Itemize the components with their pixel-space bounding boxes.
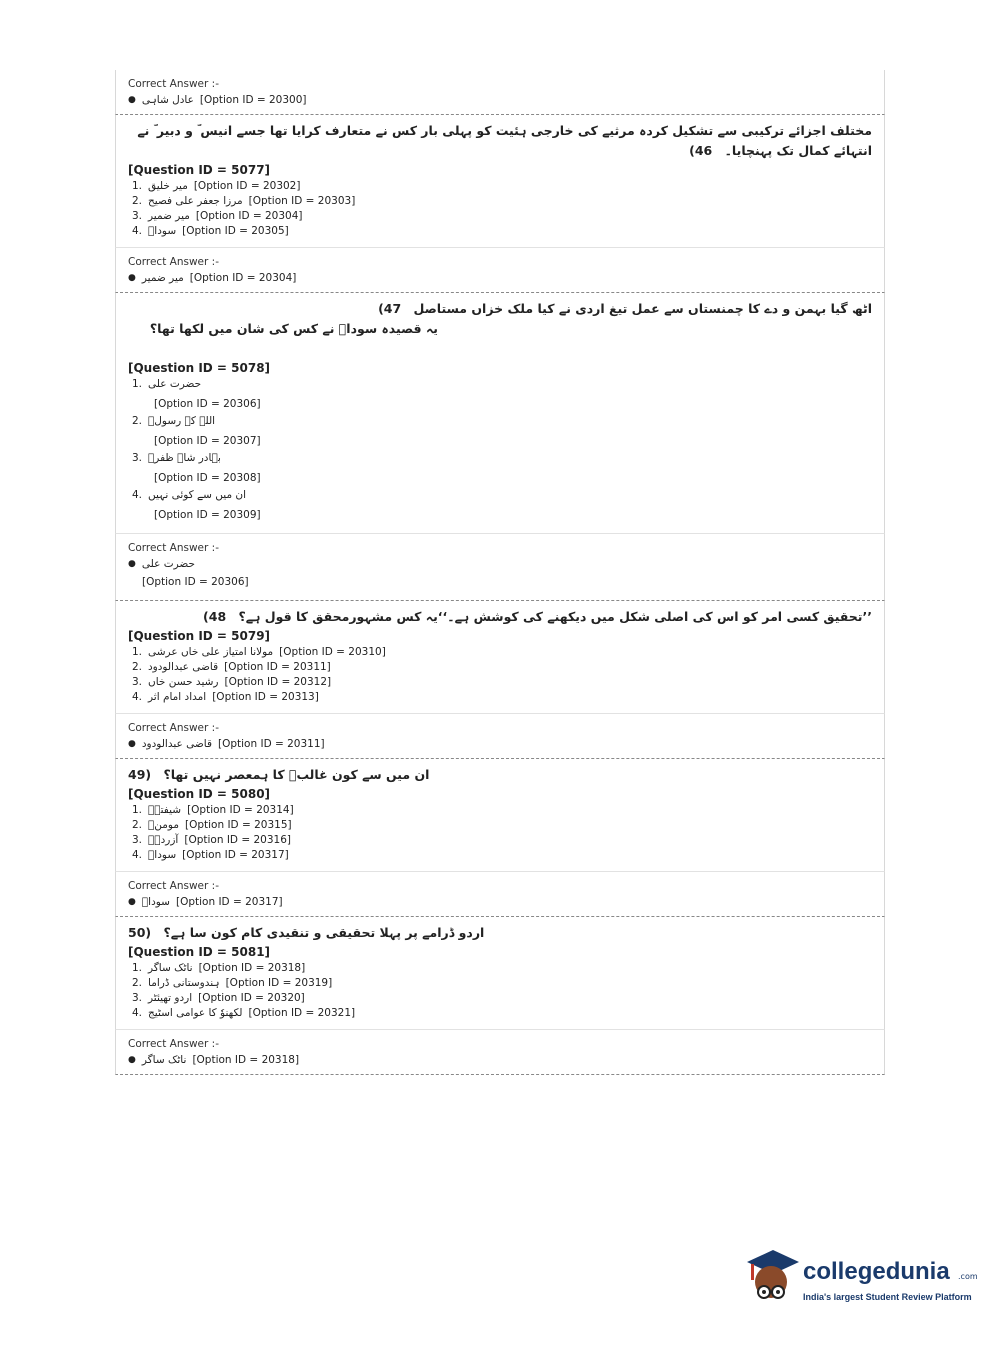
option-id: [Option ID = 20303] (248, 195, 356, 207)
option-row (128, 660, 872, 675)
question-id: [Question ID = 5077] (128, 163, 271, 177)
correct-answer-label: Correct Answer :- (128, 256, 219, 268)
question-id: [Question ID = 5080] (128, 787, 271, 801)
answer-line (128, 558, 872, 570)
option-row (128, 209, 872, 224)
option-id: [Option ID = 20309] (154, 509, 261, 521)
option-text: ان میں سے کوئی نہیں (148, 489, 247, 501)
option-text: میر ضمیر (148, 210, 190, 222)
option-number: 1. (131, 962, 142, 974)
answer-block-50 (115, 1030, 885, 1075)
question-47 (115, 293, 885, 534)
question-48 (115, 601, 885, 714)
option-row (128, 645, 872, 660)
option-id: [Option ID = 20310] (279, 646, 386, 658)
answer-line (128, 272, 872, 284)
question-text (128, 607, 872, 627)
answer-block-47 (115, 534, 885, 601)
collegedunia-logo[interactable] (743, 1248, 978, 1308)
answer-block-49 (115, 872, 885, 917)
option-row (128, 224, 872, 239)
question-number: 46) (689, 143, 713, 158)
answer-line (128, 94, 872, 106)
question-50 (115, 917, 885, 1030)
option-text: رشید حسن خاں (148, 676, 219, 688)
correct-answer-label: Correct Answer :- (128, 880, 219, 892)
option-row (128, 818, 872, 833)
bullet-icon: ● (128, 739, 136, 749)
correct-answer-label: Correct Answer :- (128, 78, 219, 90)
option-number: 4. (131, 225, 142, 237)
logo-wordmark: collegedunia (803, 1258, 950, 1285)
option-id: [Option ID = 20313] (212, 691, 319, 703)
question-text (128, 923, 872, 943)
question-body: اردو ڈرامے پر پہلا تحقیقی و تنقیدی کام کون سا ہے؟ (163, 925, 485, 940)
option-id: [Option ID = 20312] (224, 676, 332, 688)
option-id: [Option ID = 20314] (187, 804, 294, 816)
question-46 (115, 115, 885, 248)
option-id: [Option ID = 20307] (154, 435, 261, 447)
option-row (128, 803, 872, 818)
option-text: لکھنوٗ کا عوامی اسٹیج (148, 1007, 243, 1019)
correct-answer-label: Correct Answer :- (128, 722, 219, 734)
answer-option-id: [Option ID = 20304] (189, 272, 297, 284)
option-number: 3. (131, 834, 142, 846)
option-id: [Option ID = 20305] (182, 225, 289, 237)
option-number: 2. (131, 977, 142, 989)
option-number: 4. (131, 691, 142, 703)
option-number: 2. (131, 195, 142, 207)
option-number: 1. (131, 378, 142, 390)
question-text (128, 765, 872, 785)
option-number: 3. (131, 452, 142, 464)
option-number: 2. (131, 415, 142, 427)
question-subtext: یہ قصیدہ سوداؔ نے کس کی شان میں لکھا تھا؟ (149, 321, 438, 336)
bullet-icon: ● (128, 95, 136, 105)
option-text: قاضی عبدالودود (148, 661, 219, 673)
option-id: [Option ID = 20319] (225, 977, 333, 989)
option-row (128, 179, 872, 194)
bullet-icon: ● (128, 559, 136, 569)
question-body: ان میں سے کون غالبؔ کا ہمعصر نہیں تھا؟ (163, 767, 430, 782)
option-row (128, 1006, 872, 1021)
option-text: مومنؔ (148, 819, 179, 831)
correct-answer-label: Correct Answer :- (128, 1038, 219, 1050)
question-text (128, 299, 872, 319)
answer-option-id: [Option ID = 20317] (175, 896, 283, 908)
answer-option-id: [Option ID = 20318] (192, 1054, 300, 1066)
answer-text: قاضی عبدالودود (141, 738, 212, 750)
question-number: 50) (128, 925, 152, 940)
option-row (128, 414, 872, 429)
option-row (128, 848, 872, 863)
answer-line (128, 896, 872, 908)
option-number: 1. (131, 180, 142, 192)
option-number: 1. (131, 804, 142, 816)
question-id: [Question ID = 5081] (128, 945, 271, 959)
option-row (128, 451, 872, 466)
option-id: [Option ID = 20315] (184, 819, 292, 831)
option-number: 4. (131, 849, 142, 861)
option-text: مولانا امتیاز علی خاں عرشی (148, 646, 274, 658)
option-number: 3. (131, 210, 142, 222)
option-id: [Option ID = 20316] (184, 834, 291, 846)
option-id: [Option ID = 20320] (198, 992, 305, 1004)
answer-option-id: [Option ID = 20300] (199, 94, 307, 106)
option-text: بہادر شاہ ظفرؔ (148, 452, 221, 464)
option-id: [Option ID = 20317] (182, 849, 289, 861)
option-number: 3. (131, 992, 142, 1004)
answer-block-45 (115, 70, 885, 115)
question-body: مختلف اجزائے ترکیبی سے تشکیل کردہ مرثیے کی خارجی ہئیت کو پہلی بار کس نے متعارف کرایا تھا جسے انیس ؔ و دبیر ؔ نے انتہائے کمال تک پہنچایا۔ (137, 123, 872, 158)
option-text: امداد امام اثر (148, 691, 207, 703)
bullet-icon: ● (128, 273, 136, 283)
option-id: [Option ID = 20304] (195, 210, 303, 222)
question-number: 47) (378, 301, 402, 316)
answer-text: میر ضمیر (141, 272, 184, 284)
option-text: اللہ کے رسولؐ (148, 415, 216, 427)
option-row (128, 991, 872, 1006)
option-text: سوداؔ (148, 225, 177, 237)
answer-text: عادل شاہی (141, 94, 194, 106)
answer-text: ناٹک ساگر (141, 1054, 187, 1066)
question-49 (115, 759, 885, 872)
option-text: شیفتہؔ (148, 804, 182, 816)
option-text: اردو تھیئٹر (148, 992, 193, 1004)
correct-answer-label: Correct Answer :- (128, 542, 219, 554)
bullet-icon: ● (128, 897, 136, 907)
question-paper (115, 70, 885, 1075)
option-text: حضرت علی (148, 378, 202, 390)
option-number: 2. (131, 661, 142, 673)
option-row (128, 976, 872, 991)
option-number: 1. (131, 646, 142, 658)
answer-option-id: [Option ID = 20306] (142, 576, 249, 588)
option-text: میر خلیق (148, 180, 188, 192)
option-id: [Option ID = 20302] (193, 180, 301, 192)
option-row (128, 690, 872, 705)
option-row (128, 833, 872, 848)
option-number: 4. (131, 489, 142, 501)
option-id: [Option ID = 20321] (248, 1007, 356, 1019)
option-row (128, 377, 872, 392)
option-row (128, 488, 872, 503)
option-number: 3. (131, 676, 142, 688)
answer-text: حضرت علی (141, 558, 195, 570)
answer-line (128, 1054, 872, 1066)
question-body: اٹھ گیا بہمن و دے کا چمنستاں سے عمل تیغ اردی نے کیا ملک خزاں مستاصل (413, 301, 872, 316)
option-number: 2. (131, 819, 142, 831)
answer-line (128, 738, 872, 750)
question-body: ’’تحقیق کسی امر کو اس کی اصلی شکل میں دیکھنے کی کوشش ہے۔‘‘یہ کس مشہورمحقق کا قول ہے؟ (238, 609, 872, 624)
option-text: ہندوستانی ڈراما (148, 977, 220, 989)
option-id: [Option ID = 20306] (154, 398, 261, 410)
answer-option-id: [Option ID = 20311] (218, 738, 325, 750)
option-number: 4. (131, 1007, 142, 1019)
mascot-icon (743, 1248, 799, 1308)
option-row (128, 675, 872, 690)
question-id: [Question ID = 5078] (128, 361, 271, 375)
question-number: 48) (203, 609, 227, 624)
option-id: [Option ID = 20318] (198, 962, 306, 974)
question-number: 49) (128, 767, 152, 782)
question-text (128, 121, 872, 161)
option-text: آزردہؔ (148, 834, 179, 846)
answer-text: سوداؔ (141, 896, 170, 908)
option-text: سوداؔ (148, 849, 177, 861)
bullet-icon: ● (128, 1055, 136, 1065)
option-text: ناٹک ساگر (148, 962, 193, 974)
option-row (128, 961, 872, 976)
option-text: مرزا جعفر علی فصیح (148, 195, 243, 207)
answer-block-46 (115, 248, 885, 293)
answer-block-48 (115, 714, 885, 759)
logo-tagline: India's largest Student Review Platform (803, 1292, 972, 1302)
option-id: [Option ID = 20308] (154, 472, 261, 484)
question-id: [Question ID = 5079] (128, 629, 271, 643)
option-row (128, 194, 872, 209)
logo-suffix: .com (958, 1272, 978, 1281)
option-id: [Option ID = 20311] (224, 661, 331, 673)
